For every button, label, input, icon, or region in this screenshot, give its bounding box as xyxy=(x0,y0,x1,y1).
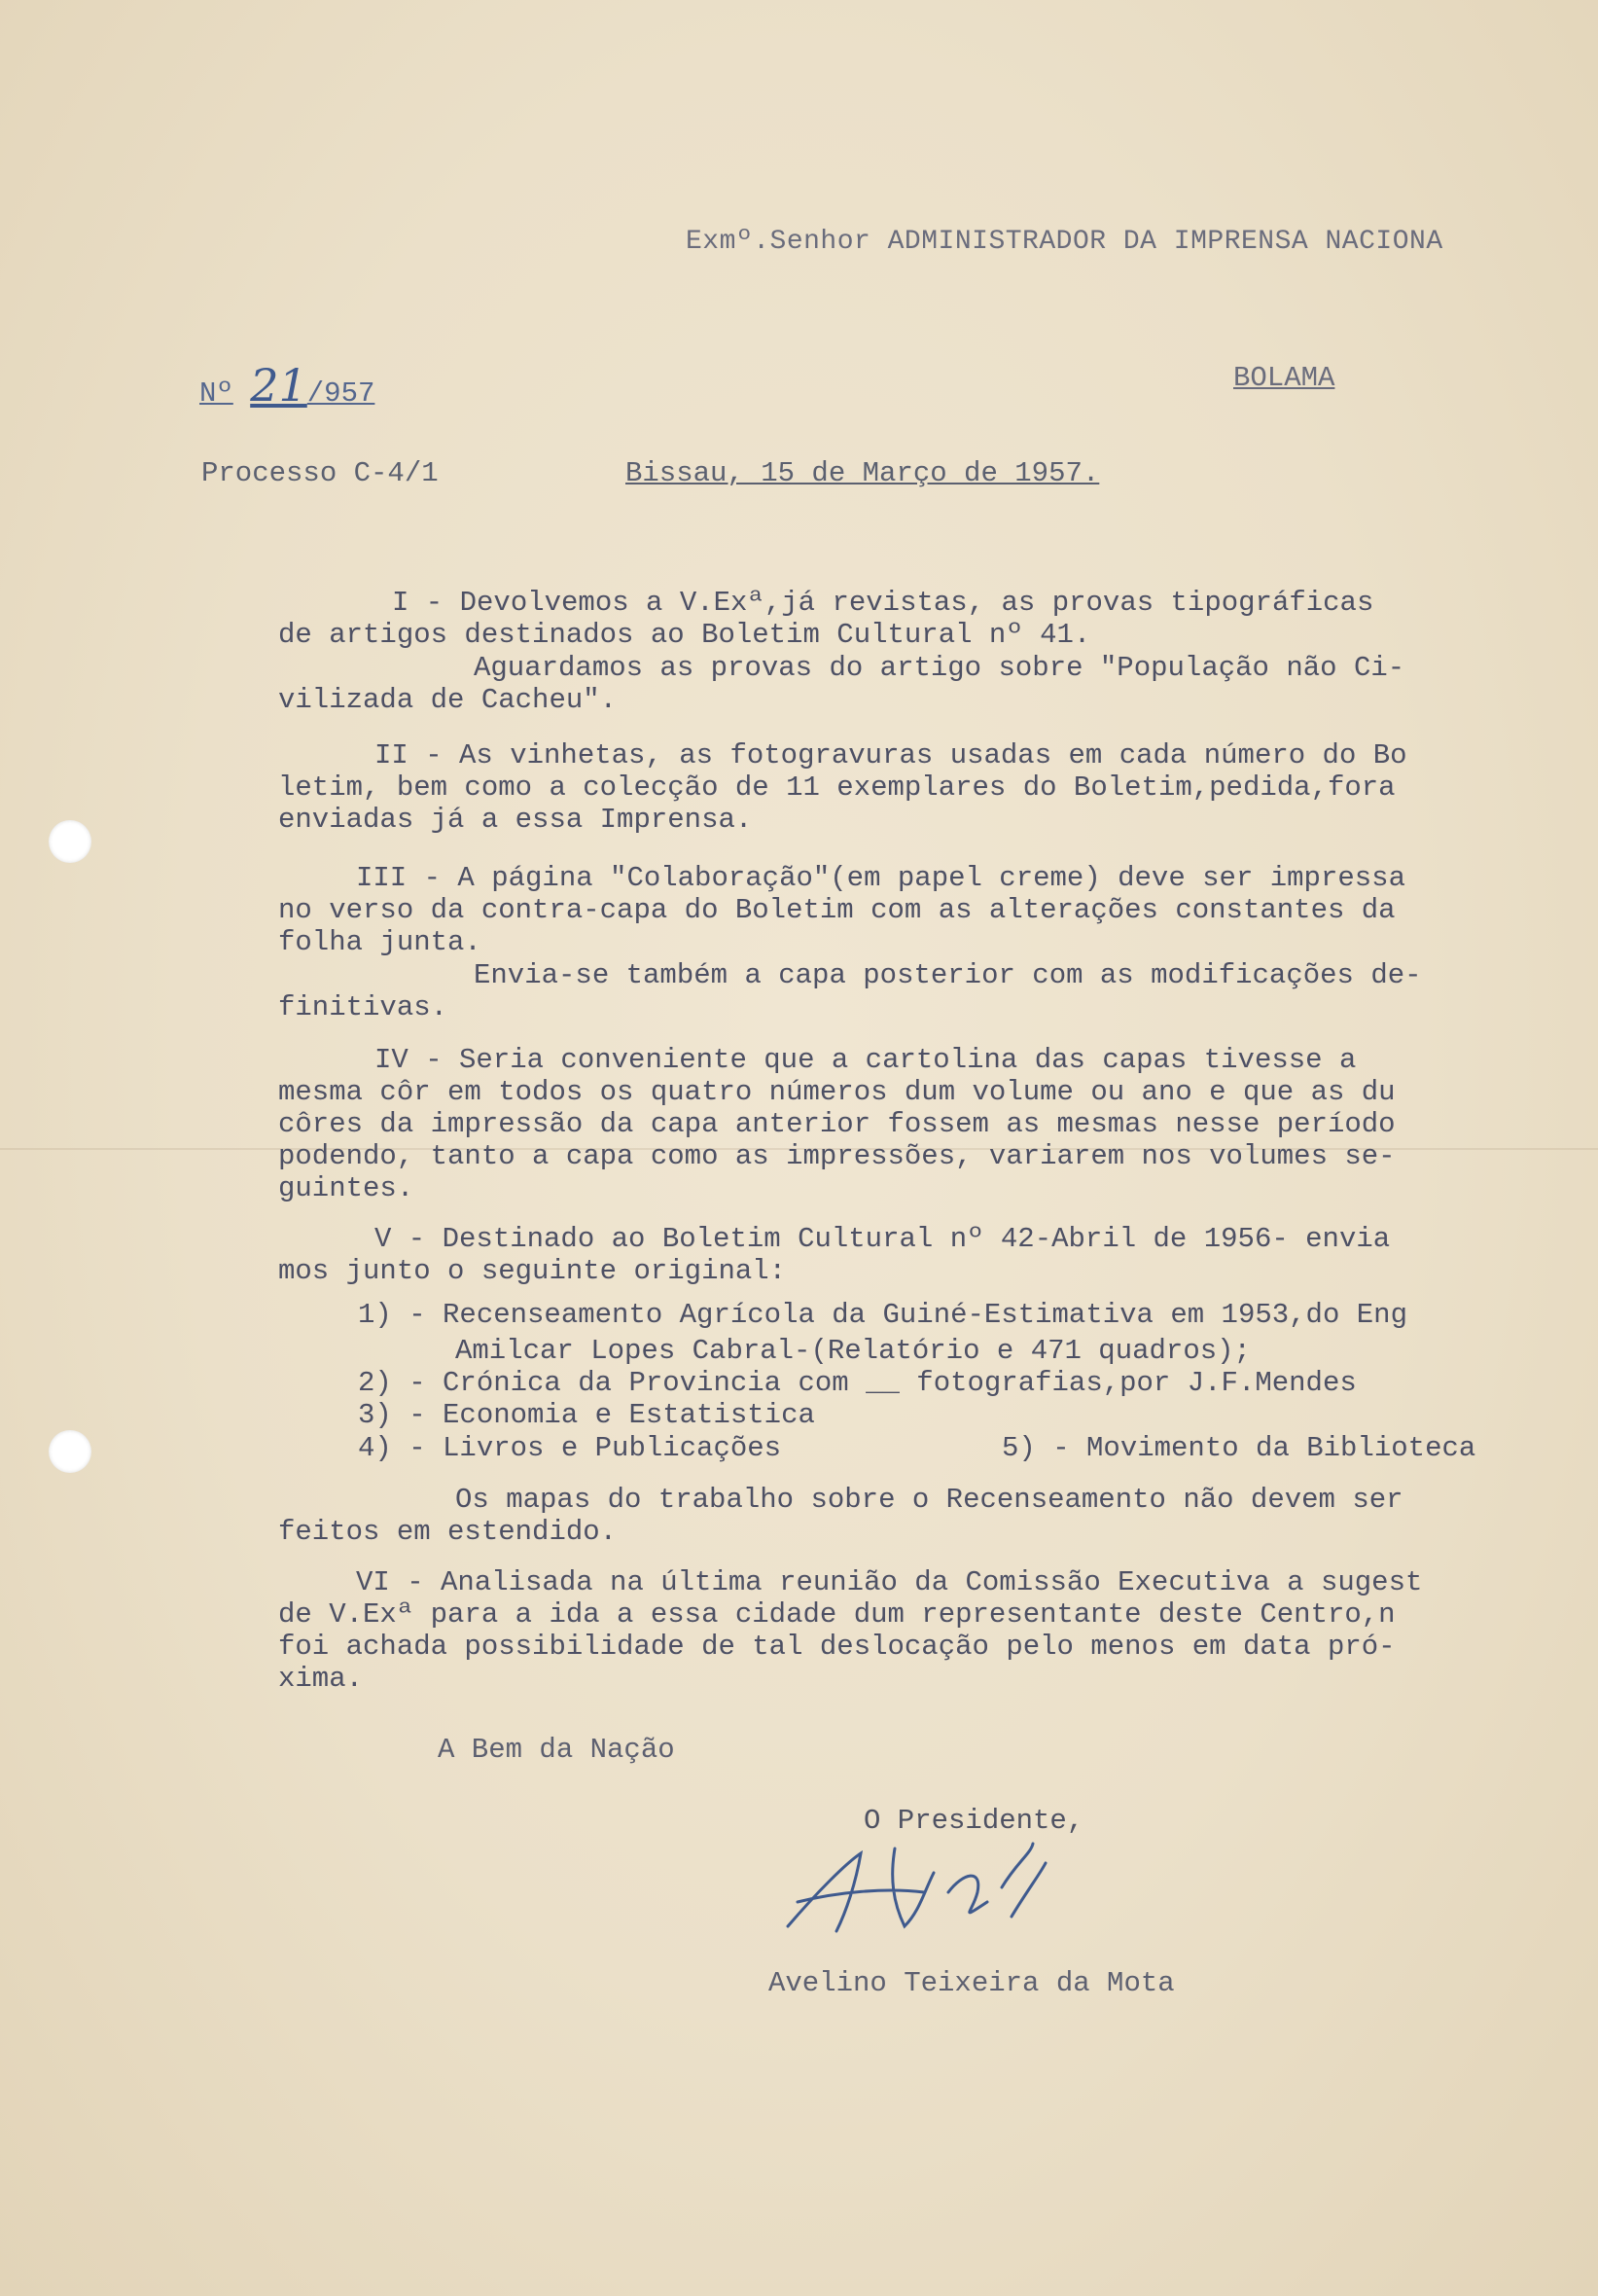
para-6-line-3: côres da impressão da capa anterior fossem as mesmas nesse período xyxy=(278,1108,1396,1140)
para-9-line-4: xima. xyxy=(278,1663,364,1695)
para-7-line-1: V - Destinado ao Boletim Cultural nº 42-Abril de 1956- envia xyxy=(374,1223,1391,1255)
para-5-line-2: finitivas. xyxy=(278,991,448,1023)
para-3-line-3: enviadas já a essa Imprensa. xyxy=(278,804,753,836)
para-2-line-1: Aguardamos as provas do artigo sobre "População não Ci- xyxy=(474,652,1405,684)
para-9-line-2: de V.Exª para a ida a essa cidade dum representante deste Centro,n xyxy=(278,1598,1396,1631)
para-4-line-1: III - A página "Colaboração"(em papel creme) deve ser impressa xyxy=(356,862,1405,894)
para-6-line-5: guintes. xyxy=(278,1172,414,1204)
reference-number xyxy=(199,359,375,412)
para-6-line-2: mesma côr em todos os quatro números dum volume ou ano e que as du xyxy=(278,1076,1396,1108)
item-3: 3) - Economia e Estatistica xyxy=(358,1399,815,1431)
para-6-line-1: IV - Seria conveniente que a cartolina das capas tivesse a xyxy=(374,1044,1357,1076)
signatory-name: Avelino Teixeira da Mota xyxy=(768,1967,1175,1999)
president-title: O Presidente, xyxy=(864,1805,1084,1837)
para-1-line-1: I - Devolvemos a V.Exª,já revistas, as provas tipográficas xyxy=(392,587,1374,619)
letter-date: Bissau, 15 de Março de 1957. xyxy=(625,457,1100,489)
item-2: 2) - Crónica da Provincia com __ fotografias,por J.F.Mendes xyxy=(358,1367,1357,1399)
item-1-line-1: 1) - Recenseamento Agrícola da Guiné-Estimativa em 1953,do Eng xyxy=(358,1299,1407,1331)
item-5: 5) - Movimento da Biblioteca xyxy=(1002,1432,1476,1464)
para-9-line-3: foi achada possibilidade de tal deslocação pelo menos em data pró- xyxy=(278,1631,1396,1663)
punch-hole-bottom xyxy=(49,1430,91,1473)
para-3-line-1: II - As vinhetas, as fotogravuras usadas em cada número do Bo xyxy=(374,739,1407,771)
closing-salutation: A Bem da Nação xyxy=(438,1734,675,1766)
para-8-line-2: feitos em estendido. xyxy=(278,1516,618,1548)
item-1-line-2: Amilcar Lopes Cabral-(Relatório e 471 quadros); xyxy=(455,1335,1251,1367)
city: BOLAMA xyxy=(1233,362,1335,394)
para-9-line-1: VI - Analisada na última reunião da Comissão Executiva a sugest xyxy=(356,1566,1423,1598)
processo-reference: Processo C-4/1 xyxy=(201,457,439,489)
number-label: Nº xyxy=(199,377,233,410)
number-year: /957 xyxy=(306,377,375,410)
para-4-line-2: no verso da contra-capa do Boletim com as alterações constantes da xyxy=(278,894,1396,926)
punch-hole-top xyxy=(49,820,91,863)
handwritten-number: 21 xyxy=(250,359,307,412)
para-7-line-2: mos junto o seguinte original: xyxy=(278,1255,787,1287)
signature xyxy=(778,1834,1089,1951)
para-2-line-2: vilizada de Cacheu". xyxy=(278,684,618,716)
para-3-line-2: letim, bem como a colecção de 11 exemplares do Boletim,pedida,fora xyxy=(278,771,1396,804)
para-5-line-1: Envia-se também a capa posterior com as modificações de- xyxy=(474,959,1422,991)
para-8-line-1: Os mapas do trabalho sobre o Recenseamento não devem ser xyxy=(455,1484,1403,1516)
addressee: Exmº.Senhor ADMINISTRADOR DA IMPRENSA NACIONA xyxy=(686,227,1443,257)
para-6-line-4: podendo, tanto a capa como as impressões, variarem nos volumes se- xyxy=(278,1140,1396,1172)
para-4-line-3: folha junta. xyxy=(278,926,481,958)
item-4: 4) - Livros e Publicações xyxy=(358,1432,782,1464)
para-1-line-2: de artigos destinados ao Boletim Cultural nº 41. xyxy=(278,619,1091,651)
